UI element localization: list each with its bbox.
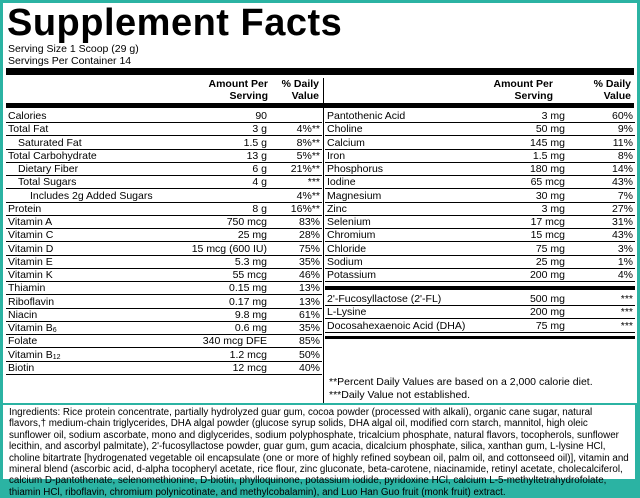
nutrient-amount: 0.6 mg [234,322,267,334]
nutrient-name: Vitamin $B_6$ [8,322,57,334]
nutrient-dv: 4%** [296,123,320,136]
nutrient-amount: 75 mg [535,319,565,332]
nutrient-name: Vitamin K [8,269,53,281]
nutrient-amount: 3 mg [541,110,565,122]
table-row [325,110,635,123]
section-divider [325,286,635,290]
footnote-divider [325,336,635,339]
nutrient-dv: 61% [298,308,320,321]
table-row [6,243,322,256]
table-row [325,269,635,282]
nutrient-name: Docosahexaenoic Acid (DHA) [327,319,466,332]
nutrient-dv: 83% [298,216,320,228]
nutrient-name: Total Sugars [18,176,77,189]
nutrient-amount: 1.5 mg [532,149,565,162]
nutrient-name: Calcium [327,136,365,149]
nutrient-dv: 4%** [296,189,320,202]
nutrient-dv: 3% [617,242,633,255]
nutrient-amount: 17 mcg [530,216,565,228]
nutrient-dv: 13% [298,282,320,295]
nutrient-amount: 13 g [246,149,267,162]
nutrient-amount: 3 g [252,123,267,136]
nutrient-name: Vitamin A [8,216,53,228]
nutrient-amount: 30 mg [535,189,565,202]
table-row [6,163,322,176]
nutrient-amount: 4 g [252,176,267,189]
dv-header: % Daily Value [281,78,319,102]
nutrient-dv: 1% [617,255,633,268]
nutrient-name: Vitamin D [8,242,54,255]
nutrient-dv: 28% [298,229,320,242]
nutrient-name: Chromium [327,229,376,242]
servings-per-container: Servings Per Container 14 [8,55,132,67]
nutrient-dv: 4% [617,269,633,281]
nutrient-name: Folate [8,335,38,348]
nutrient-name: Magnesium [327,189,382,202]
nutrient-dv: 46% [298,269,320,281]
table-row [325,293,635,306]
nutrient-name: Potassium [327,269,377,281]
nutrient-amount: 25 mg [535,255,565,268]
nutrient-dv: 85% [298,335,320,348]
table-row [325,243,635,256]
nutrient-amount: 1.5 g [243,136,267,149]
table-row [325,229,635,242]
amount-header: Amount Per Serving [208,78,268,102]
nutrient-name: Dietary Fiber [18,163,79,175]
nutrient-amount: 200 mg [529,306,565,319]
table-row [6,216,322,229]
nutrient-dv: 35% [298,255,320,268]
nutrient-name: Niacin [8,308,38,321]
nutrient-amount: 50 mg [535,123,565,136]
nutrient-amount: 200 mg [529,269,565,281]
nutrient-dv: 43% [611,229,633,242]
table-row [325,137,635,150]
nutrient-name: Includes 2g Added Sugars [30,189,153,202]
table-row [325,190,635,203]
nutrient-dv: 11% [612,136,633,149]
nutrient-amount: 0.17 mg [229,295,267,308]
column-header-divider [6,103,634,108]
nutrient-amount: 15 mcg (600 IU) [191,242,267,255]
nutrient-amount: 55 mcg [232,269,267,281]
nutrient-amount: 340 mcg DFE [202,335,267,348]
nutrient-amount: 1.2 mcg [229,348,267,361]
nutrient-name: Sodium [327,255,363,268]
nutrient-name: Protein [8,202,42,215]
column-divider [323,78,324,403]
ingredients-text: Ingredients: Rice protein concentrate, partially hydrolyzed guar gum, cocoa powder (processed with alkali), organic cane sugar, natural flavors,† medium-chain triglycerides, DHA algal powder (glucose syrup solids, DHA algal oil, modified corn starch, mannitol, high oleic sunflower oil, sodium ascorbate, mono and diglycerides, sodium polyphosphate, tricalcium phosphate, natural flavors, tocopherols, sunflower lecithin, and ascorbyl palmitate), 2'-fucosyllactose powder, guar gum, gum acacia, dicalcium phosphate, silica, xanthan gum, L-lysine HCl, choline bitartrate [hydrogenated vegetable oil encapsulate (one or more of highly refined soybean oil, palm oil, and cottonseed oil)], vitamin and mineral blend (ascorbic acid, d-alpha tocopheryl acetate, rice flour, zinc gluconate, beta-carotene, niacinamide, retinyl acetate, cholecalciferol, calcium D-pantothenate, selenomethionine, D-biotin, phylloquinone, potassium iodide, pyridoxine HCl, calcium L-5-methyltetrahydrofolate, thiamin HCl, riboflavin, chromium polynicotinate, and methylcobalamin), and Luo Han Guo fruit (monk fruit) extract. [3,405,635,479]
nutrient-dv: 7% [617,189,633,202]
table-row [6,123,322,136]
nutrient-amount: 5.3 mg [234,255,267,268]
nutrient-name: Pantothenic Acid [327,110,406,122]
table-row [6,335,322,348]
nutrient-amount: 75 mg [535,242,565,255]
nutrient-dv: 8%** [296,136,320,149]
nutrient-name: Selenium [327,216,371,228]
nutrient-amount: 90 [255,110,267,122]
nutrient-name: Vitamin $B_{12}$ [8,348,61,361]
table-row [325,163,635,176]
table-row [325,123,635,136]
nutrient-dv: 14% [611,163,633,175]
table-row [6,269,322,282]
table-row [325,176,635,189]
nutrient-name: Phosphorus [327,163,384,175]
table-row [325,150,635,163]
nutrient-name: Vitamin E [8,255,53,268]
nutrient-dv: 21%** [290,163,320,175]
nutrient-amount: 12 mcg [232,361,267,374]
nutrient-name: Biotin [8,361,35,374]
table-row [6,229,322,242]
nutrient-amount: 500 mg [529,293,565,305]
table-row [6,203,322,216]
nutrient-amount: 8 g [252,202,267,215]
nutrient-amount: 3 mg [541,202,565,215]
nutrient-dv: *** [307,176,320,189]
footnote-not-established: ***Daily Value not established. [329,389,471,401]
table-row [325,203,635,216]
table-row [325,216,635,229]
header-divider [6,68,634,75]
table-row [6,349,322,362]
nutrient-dv: 60% [611,110,633,122]
nutrient-amount: 0.15 mg [229,282,267,295]
table-row [6,296,322,309]
nutrient-dv: 43% [611,176,633,189]
nutrient-amount: 15 mcg [530,229,565,242]
nutrient-dv: 35% [298,322,320,334]
amount-header-right: Amount Per Serving [493,78,553,102]
page-title: Supplement Facts [7,2,343,44]
nutrient-dv: 50% [298,348,320,361]
table-row [6,110,322,123]
nutrient-name: Total Carbohydrate [8,149,97,162]
table-row [6,150,322,163]
nutrient-dv: 31% [611,216,633,228]
nutrient-dv: 75% [298,242,320,255]
nutrient-amount: 6 g [252,163,267,175]
nutrient-dv: 16%** [290,202,320,215]
table-row [325,256,635,269]
nutrient-dv: 13% [298,295,320,308]
nutrient-name: Thiamin [8,282,46,295]
nutrient-amount: 180 mg [529,163,565,175]
nutrient-name: Choline [327,123,363,136]
table-row [6,309,322,322]
nutrient-name: Iron [327,149,346,162]
dv-header-right: % Daily Value [593,78,631,102]
nutrient-name: Chloride [327,242,367,255]
supplement-facts-panel [3,3,637,403]
nutrient-name: L-Lysine [327,306,367,319]
nutrient-name: Calories [8,110,47,122]
nutrient-name: Riboflavin [8,295,55,308]
footnote-dv: **Percent Daily Values are based on a 2,000 calorie diet. [329,376,593,388]
table-row [6,190,322,203]
table-row [6,282,322,295]
nutrient-dv: *** [620,293,633,305]
nutrient-dv: 9% [617,123,633,136]
nutrient-dv: 8% [617,149,633,162]
nutrient-dv: 27% [611,202,633,215]
table-row [6,322,322,335]
nutrient-name: Vitamin C [8,229,54,242]
table-row [6,256,322,269]
nutrient-name: Iodine [327,176,356,189]
nutrient-name: Total Fat [8,123,49,136]
nutrient-dv: *** [620,306,633,319]
nutrient-dv: *** [620,319,633,332]
nutrient-amount: 145 mg [529,136,565,149]
table-row [325,320,635,333]
nutrient-dv: 40% [298,361,320,374]
table-row [6,362,322,375]
table-row [6,137,322,150]
table-row [6,176,322,189]
nutrient-name: 2'-Fucosyllactose (2'-FL) [327,293,442,305]
nutrient-name: Saturated Fat [18,136,82,149]
nutrient-name: Zinc [327,202,347,215]
nutrient-amount: 25 mg [237,229,267,242]
serving-size: Serving Size 1 Scoop (29 g) [8,43,139,55]
nutrient-amount: 9.8 mg [234,308,267,321]
table-row [325,306,635,319]
nutrient-amount: 65 mcg [530,176,565,189]
nutrient-amount: 750 mcg [226,216,267,228]
nutrient-dv: 5%** [296,149,320,162]
